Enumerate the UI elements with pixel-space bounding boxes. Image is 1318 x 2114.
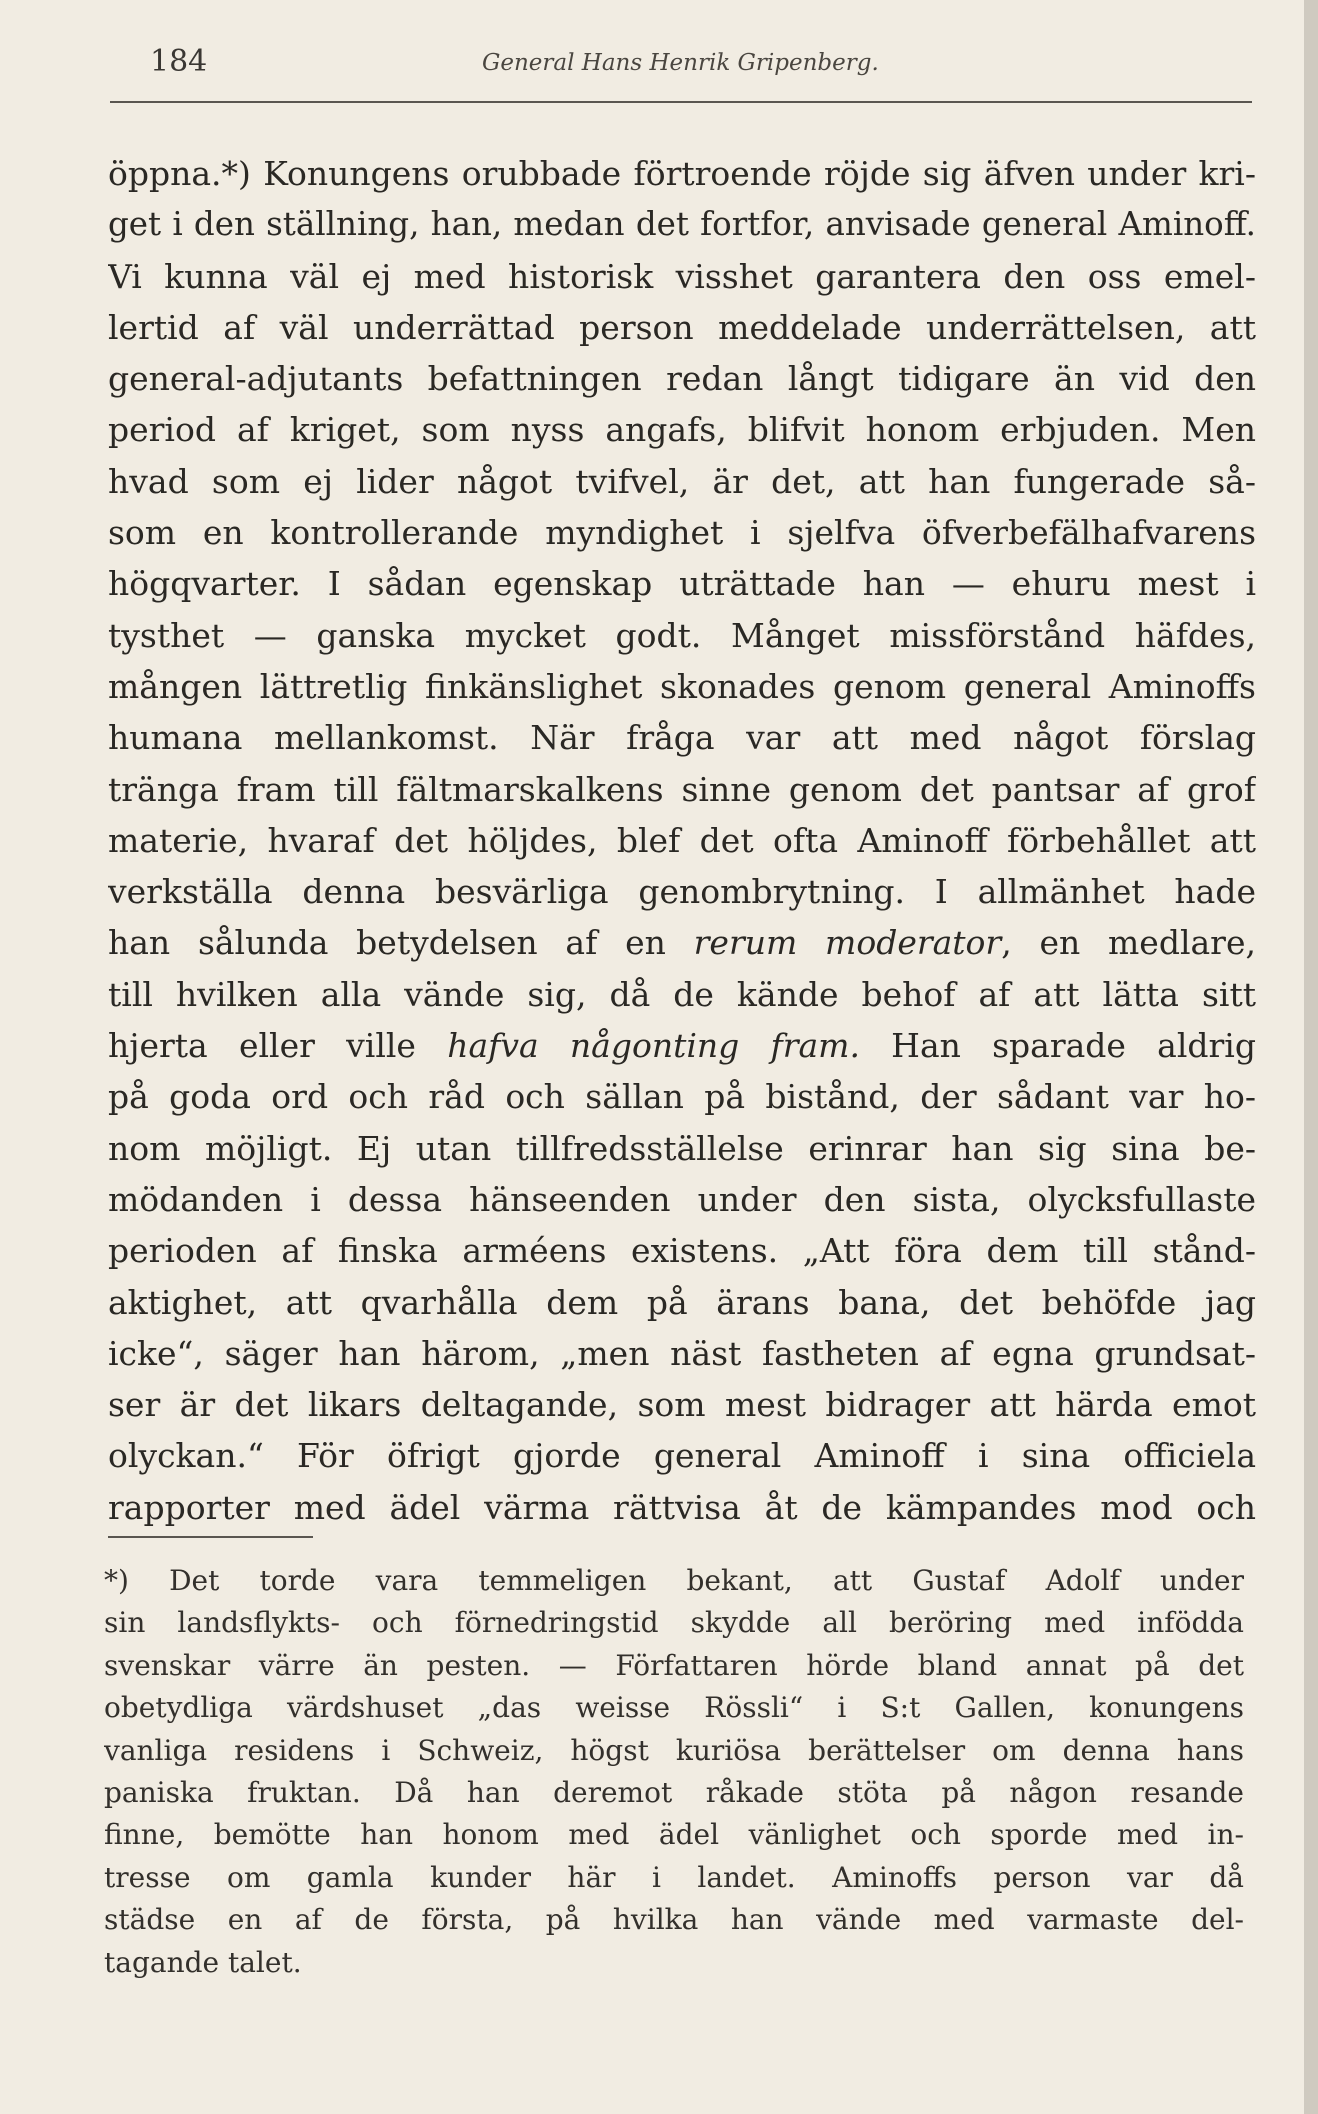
text-line: verkställa denna besvärliga genombrytning. I allmänhet hade bbox=[108, 872, 1256, 912]
italic-phrase: rerum moderator bbox=[693, 923, 1002, 963]
text-line: lertid af väl underrättad person meddelade underrättelsen, att bbox=[108, 307, 1256, 347]
text-line-with-italic bbox=[108, 917, 1256, 968]
text-line: perioden af finska arméens existens. „Att föra dem till stånd- bbox=[108, 1231, 1256, 1271]
text-line: humana mellankomst. När fråga var att med något förslag bbox=[108, 718, 1256, 758]
text-line: högqvarter. I sådan egenskap uträttade han — ehuru mest i bbox=[108, 564, 1256, 604]
footnote-line: tresse om gamla kunder här i landet. Aminoffs person var då bbox=[104, 1860, 1244, 1894]
footnote-line: städse en af de första, på hvilka han vände med varmaste del- bbox=[104, 1903, 1244, 1937]
page-number: 184 bbox=[150, 44, 208, 79]
text-line: aktighet, att qvarhålla dem på ärans bana, det behöfde jag bbox=[108, 1282, 1256, 1322]
text-segment: Han sparade aldrig bbox=[859, 1026, 1256, 1066]
text-line: på goda ord och råd och sällan på bistånd, der sådant var ho- bbox=[108, 1077, 1256, 1117]
italic-phrase: hafva någonting fram. bbox=[447, 1026, 860, 1066]
text-segment: han sålunda betydelsen af en bbox=[108, 923, 694, 963]
text-line: mödanden i dessa hänseenden under den sista, olycksfullaste bbox=[108, 1179, 1256, 1219]
text-line: till hvilken alla vände sig, då de kände behof af att lätta sitt bbox=[108, 974, 1256, 1014]
text-line: general-adjutants befattningen redan långt tidigare än vid den bbox=[108, 359, 1256, 399]
footnote-line: sin landsflykts- och förnedringstid skydde all beröring med infödda bbox=[104, 1606, 1244, 1640]
text-line: som en kontrollerande myndighet i sjelfva öfverbefälhafvarens bbox=[108, 513, 1256, 553]
text-line: olyckan.“ För öfrigt gjorde general Aminoff i sina officiela bbox=[108, 1436, 1256, 1476]
text-line: period af kriget, som nyss angafs, blifvit honom erbjuden. Men bbox=[108, 410, 1256, 450]
footnote-rule bbox=[108, 1536, 313, 1538]
text-line-with-italic bbox=[108, 1020, 1256, 1071]
text-line: materie, hvaraf det höljdes, blef det ofta Aminoff förbehållet att bbox=[108, 820, 1256, 860]
running-title: General Hans Henrik Gripenberg. bbox=[482, 50, 879, 76]
text-segment: , en medlare, bbox=[1001, 923, 1256, 963]
footnote-line: *) Det torde vara temmeligen bekant, att Gustaf Adolf under bbox=[104, 1564, 1244, 1597]
footnote bbox=[104, 1560, 1244, 1984]
text-line: Vi kunna väl ej med historisk visshet garantera den oss emel- bbox=[108, 256, 1256, 296]
text-line: nom möjligt. Ej utan tillfredsställelse erinrar han sig sina be- bbox=[108, 1128, 1256, 1168]
text-segment: hjerta eller ville bbox=[108, 1026, 448, 1066]
text-line: get i den ställning, han, medan det fortfor, anvisade general Aminoff. bbox=[108, 205, 1256, 244]
text-line: rapporter med ädel värma rättvisa åt de kämpandes mod och bbox=[108, 1487, 1256, 1527]
text-line: hvad som ej lider något tvifvel, är det, att han fungerade så- bbox=[108, 461, 1256, 501]
main-text bbox=[108, 148, 1256, 1533]
text-line: tränga fram till fältmarskalkens sinne genom det pantsar af grof bbox=[108, 769, 1256, 809]
footnote-line: paniska fruktan. Då han deremot råkade stöta på någon resande bbox=[104, 1775, 1244, 1809]
footnote-line: tagande talet. bbox=[104, 1945, 302, 1979]
text-line: ser är det likars deltagande, som mest bidrager att härda emot bbox=[108, 1385, 1256, 1425]
header-rule bbox=[110, 101, 1252, 103]
footnote-line: vanliga residens i Schweiz, högst kuriösa berättelser om denna hans bbox=[104, 1733, 1244, 1767]
footnote-line: svenskar värre än pesten. — Författaren hörde bland annat på det bbox=[104, 1648, 1244, 1682]
page-edge-shadow bbox=[1304, 0, 1318, 2114]
text-line: öppna.*) Konungens orubbade förtroende röjde sig äfven under kri- bbox=[108, 154, 1256, 193]
text-line: icke“, säger han härom, „men näst fastheten af egna grundsat- bbox=[108, 1333, 1256, 1373]
footnote-line: obetydliga värdshuset „das weisse Rössli“ i S:t Gallen, konungens bbox=[104, 1691, 1244, 1725]
footnote-line: finne, bemötte han honom med ädel vänlighet och sporde med in- bbox=[104, 1818, 1244, 1852]
page-header bbox=[150, 44, 1240, 88]
text-line: tysthet — ganska mycket godt. Månget missförstånd häfdes, bbox=[108, 615, 1256, 655]
text-line: mången lättretlig finkänslighet skonades genom general Aminoffs bbox=[108, 666, 1256, 706]
